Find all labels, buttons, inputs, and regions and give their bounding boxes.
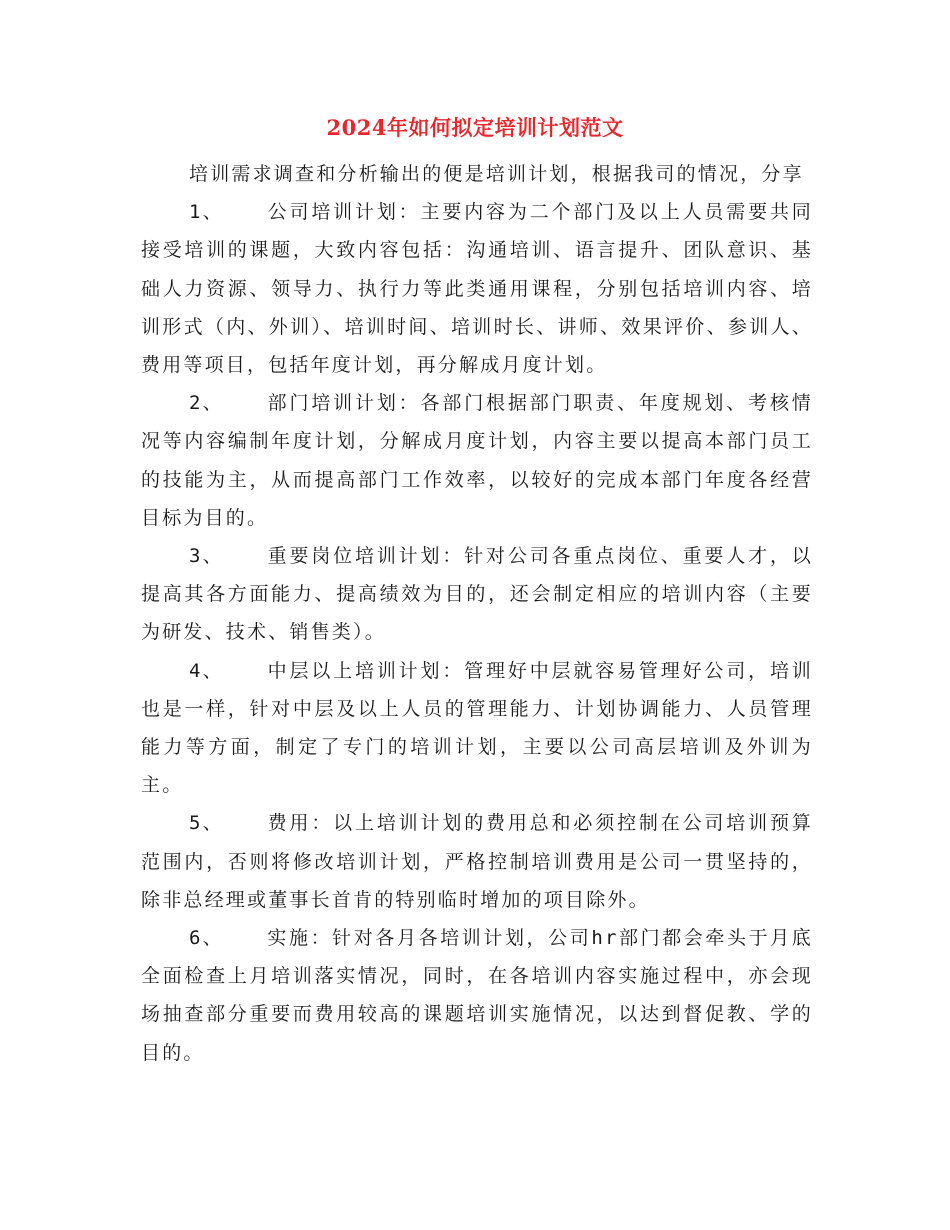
item-number: 1、	[189, 201, 224, 224]
item-text: 费用：以上培训计划的费用总和必须控制在公司培训预算范围内，否则将修改培训计划，严格控制培训费用是公司一贯坚持的，除非总经理或董事长首肯的特别临时增加的项目除外。	[141, 812, 813, 911]
item-text: 公司培训计划：主要内容为二个部门及以上人员需要共同接受培训的课题，大致内容包括：沟通培训、语言提升、团队意识、基础人力资源、领导力、执行力等此类通用课程，分别包括培训内容、培训形式（内、外训）、培训时间、培训时长、讲师、效果评价、参训人、费用等项目，包括年度计划，再分解成月度计划。	[141, 201, 813, 377]
item-number: 6、	[189, 927, 224, 950]
item-number: 5、	[189, 812, 224, 835]
item-text: 实施：针对各月各培训计划，公司hr部门都会牵头于月底全面检查上月培训落实情况，同时，在各培训内容实施过程中，亦会现场抽查部分重要而费用较高的课题培训实施情况，以达到督促教、学的目的。	[141, 927, 813, 1064]
item-number: 4、	[189, 659, 224, 682]
item-paragraph-2	[141, 384, 813, 537]
document-body	[141, 155, 813, 1072]
item-paragraph-5	[141, 804, 813, 919]
document-title: 2024年如何拟定培训计划范文	[326, 115, 624, 140]
item-text: 重要岗位培训计划：针对公司各重点岗位、重要人才，以提高其各方面能力、提高绩效为目的，还会制定相应的培训内容（主要为研发、技术、销售类）。	[141, 545, 813, 644]
item-paragraph-4	[141, 652, 813, 805]
item-number: 2、	[189, 392, 224, 415]
item-number: 3、	[189, 545, 224, 568]
item-paragraph-1	[141, 193, 813, 384]
item-paragraph-3	[141, 537, 813, 652]
item-text: 中层以上培训计划：管理好中层就容易管理好公司，培训也是一样，针对中层及以上人员的管理能力、计划协调能力、人员管理能力等方面，制定了专门的培训计划，主要以公司高层培训及外训为主。	[141, 659, 813, 797]
intro-paragraph: 培训需求调查和分析输出的便是培训计划，根据我司的情况，分享	[189, 163, 804, 185]
item-text: 部门培训计划：各部门根据部门职责、年度规划、考核情况等内容编制年度计划，分解成月度计划，内容主要以提高本部门员工的技能为主，从而提高部门工作效率，以较好的完成本部门年度各经营目标为目的。	[141, 392, 813, 529]
item-paragraph-6	[141, 919, 813, 1072]
